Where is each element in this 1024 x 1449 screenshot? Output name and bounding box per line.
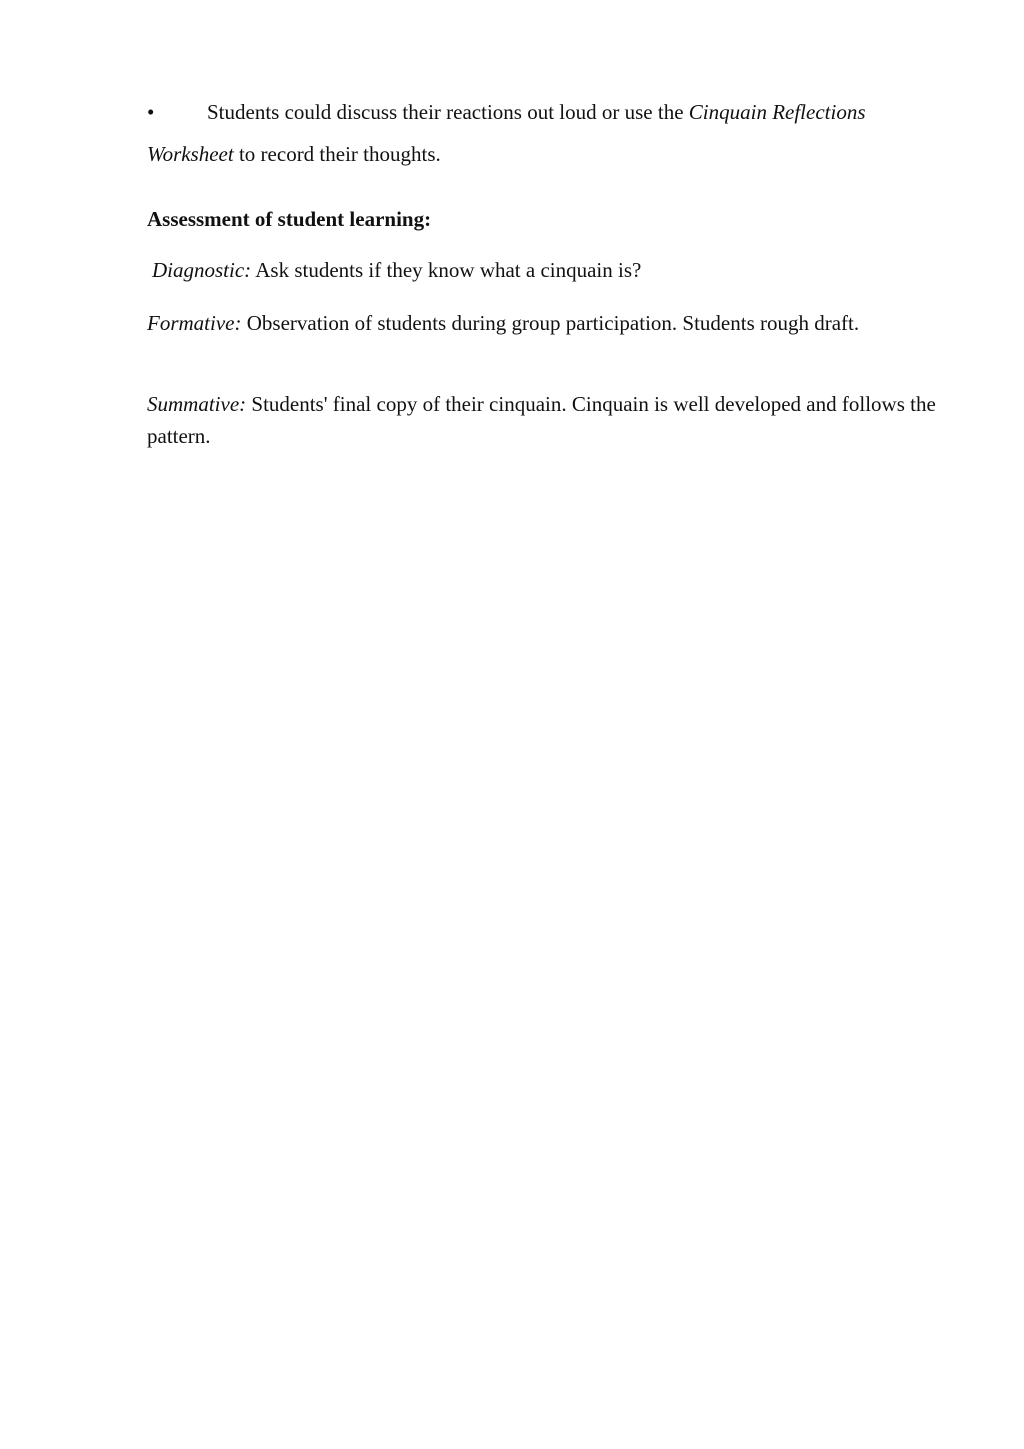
bullet-continuation: [147, 138, 947, 170]
formative-paragraph: [147, 307, 947, 339]
diagnostic-paragraph: [152, 254, 952, 286]
summative-label: Summative:: [147, 392, 247, 416]
worksheet-title-part1: Cinquain Reflections: [688, 100, 866, 124]
formative-text: Observation of students during group participation. Students rough draft.: [241, 311, 860, 335]
bullet-symbol: •: [147, 100, 155, 124]
bullet-item: [147, 96, 947, 128]
summative-text: Students' final copy of their cinquain. Cinquain is well developed and follows the pattern.: [147, 392, 936, 448]
diagnostic-text: Ask students if they know what a cinquain is?: [251, 258, 642, 282]
formative-label: Formative:: [147, 311, 242, 335]
diagnostic-label: Diagnostic:: [152, 258, 252, 282]
summative-paragraph: [147, 388, 947, 452]
assessment-heading: Assessment of student learning:: [147, 207, 432, 231]
bullet-continuation-text: to record their thoughts.: [233, 142, 441, 166]
bullet-text: Students could discuss their reactions out loud or use the: [207, 100, 689, 124]
worksheet-title-part2: Worksheet: [147, 142, 234, 166]
